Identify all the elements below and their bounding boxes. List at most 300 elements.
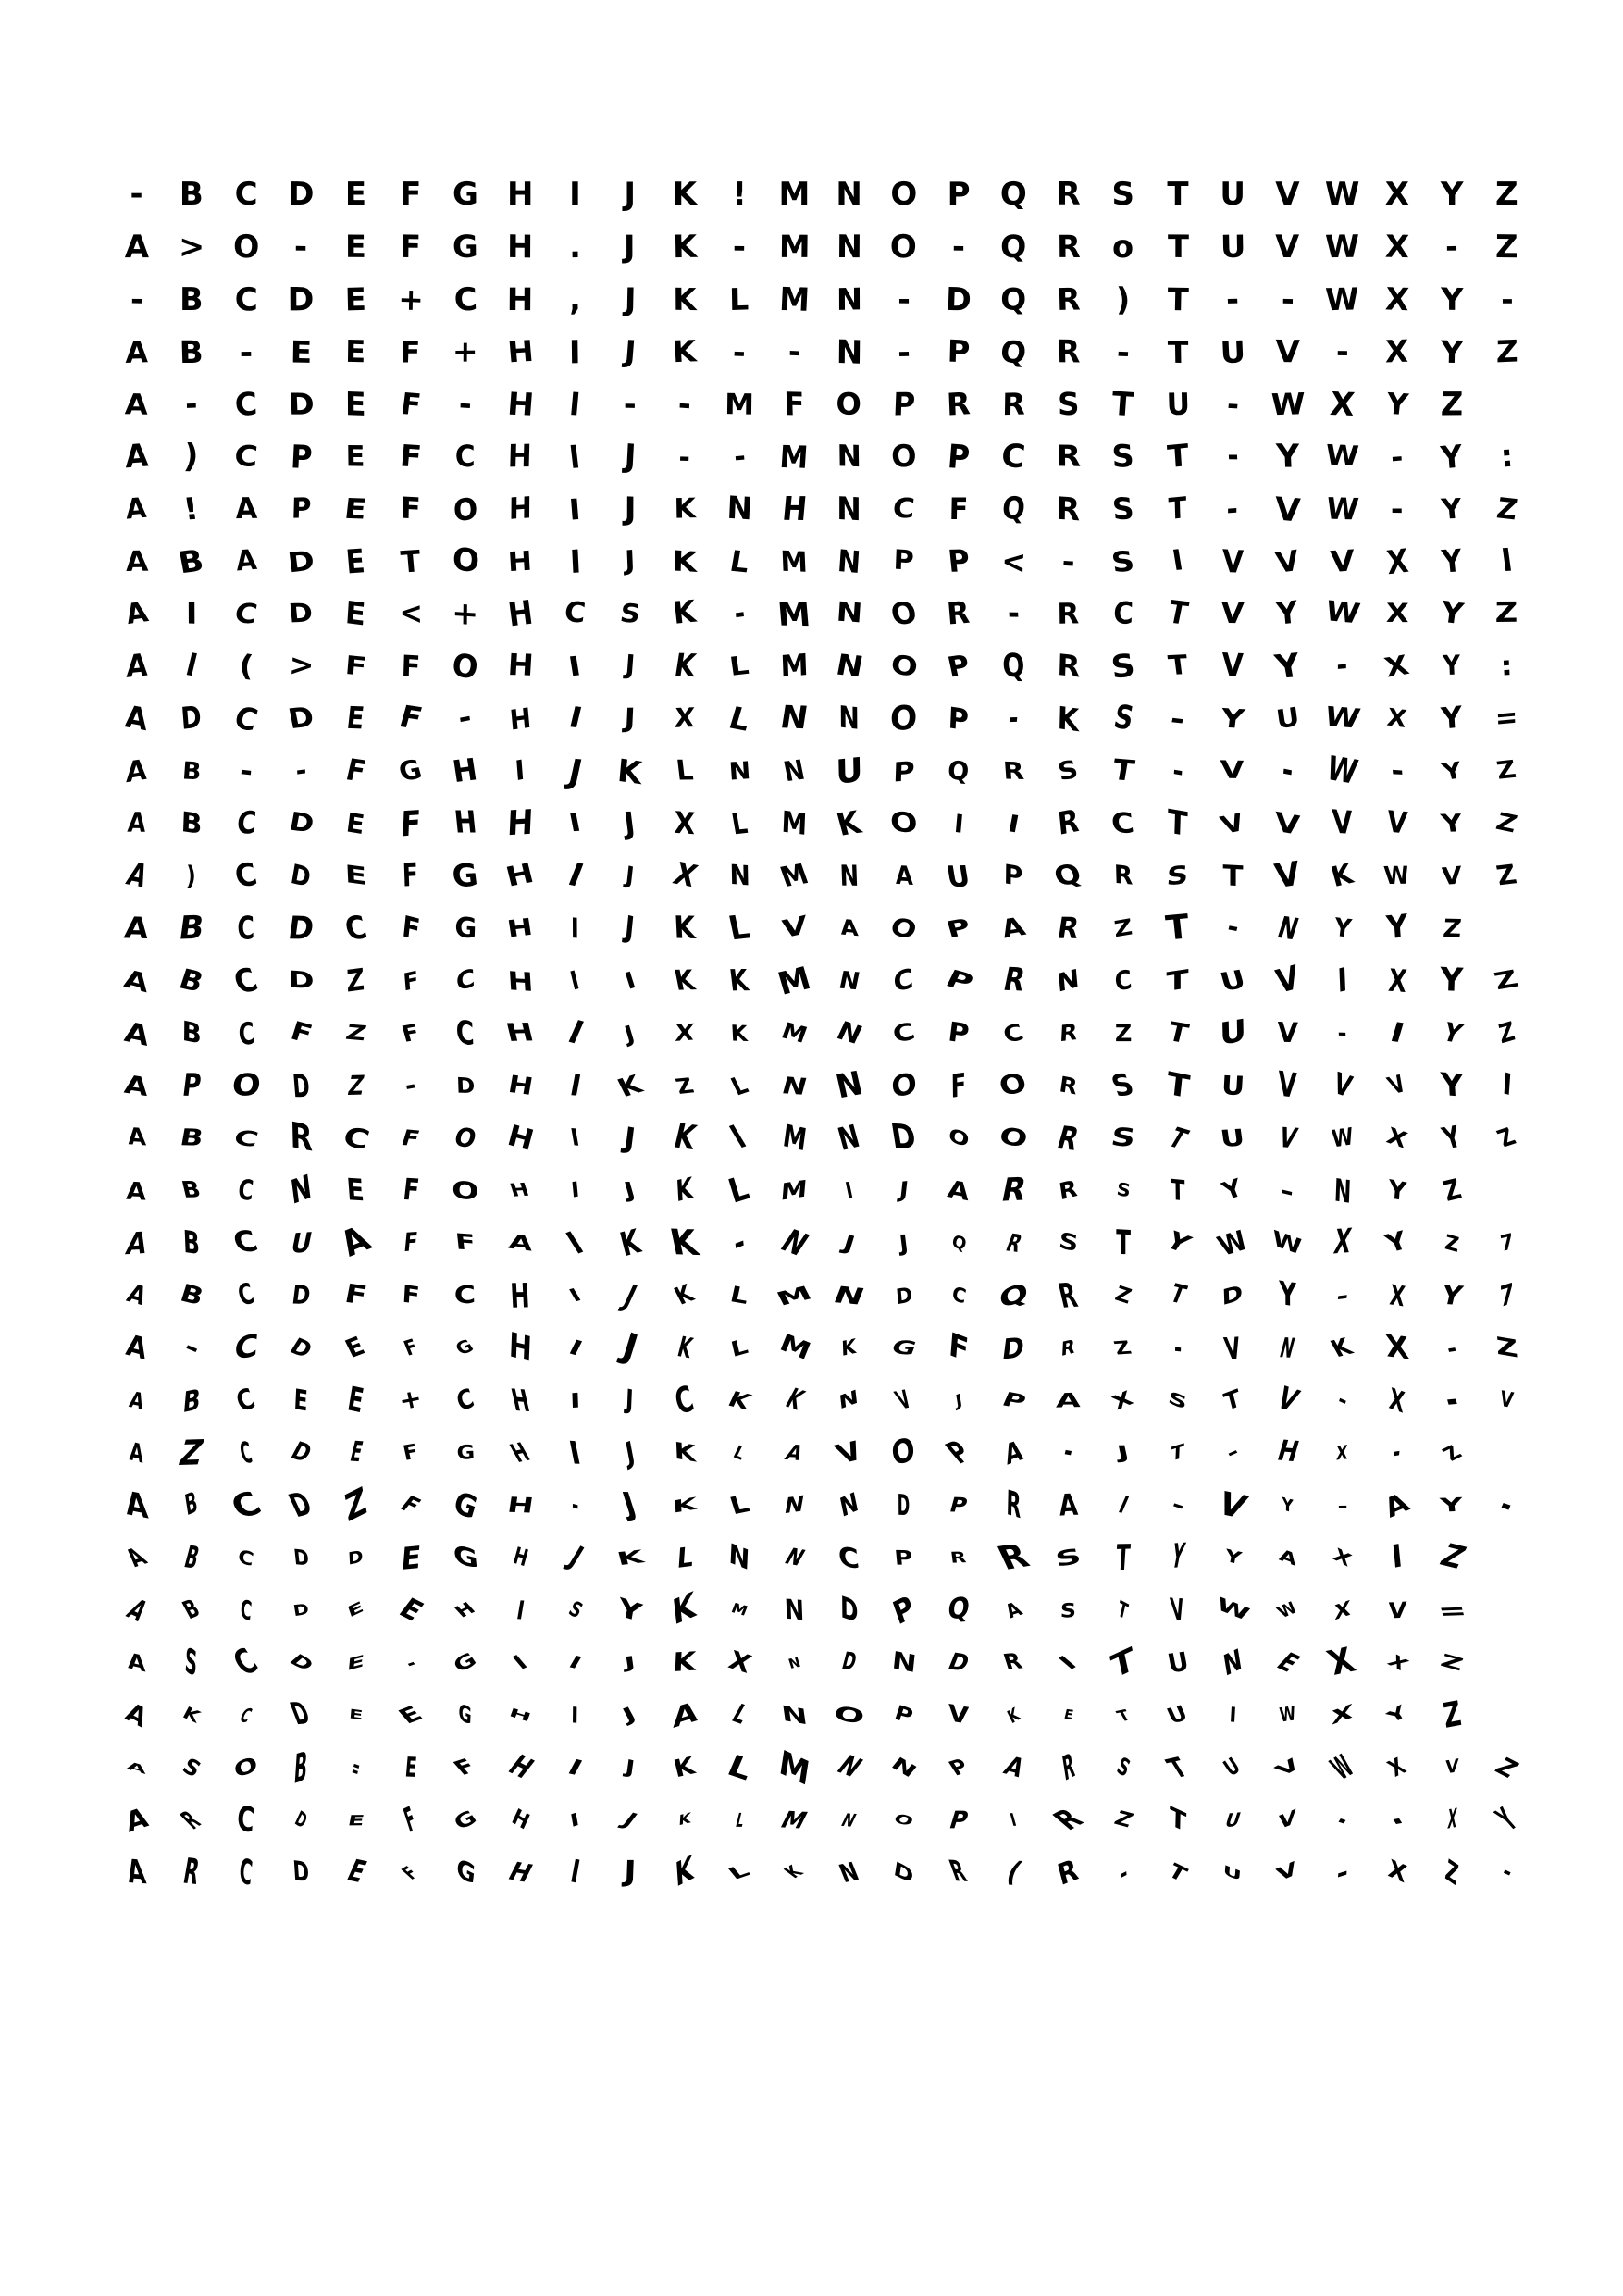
glyph-cell: I <box>568 1123 582 1152</box>
glyph-cell: - <box>1334 1280 1351 1311</box>
glyph-cell: P <box>946 437 972 478</box>
glyph-cell: O <box>452 1175 479 1207</box>
glyph-cell: L <box>674 754 695 787</box>
glyph-cell: Y <box>1489 1802 1525 1839</box>
glyph-cell: - <box>294 228 308 266</box>
glyph-cell: < <box>398 595 423 632</box>
glyph-cell: B <box>176 909 207 948</box>
glyph-cell: M <box>778 1018 812 1049</box>
glyph-cell: I <box>566 809 584 838</box>
glyph-cell: C <box>1112 963 1134 998</box>
glyph-cell: X <box>1322 1640 1361 1683</box>
glyph-cell: G <box>449 1806 482 1835</box>
glyph-cell: K <box>671 333 698 370</box>
glyph-cell: - <box>571 1489 579 1521</box>
glyph-cell: O <box>232 228 260 266</box>
glyph-cell: G <box>452 176 478 214</box>
glyph-cell: K <box>672 176 698 214</box>
glyph-cell: K <box>673 492 696 525</box>
glyph-cell: T <box>1168 490 1188 527</box>
glyph-cell: F <box>400 334 422 370</box>
glyph-cell: V <box>1272 959 1303 1002</box>
glyph-cell: K <box>673 910 697 947</box>
glyph-cell: X <box>1384 176 1410 214</box>
glyph-cell: + <box>452 594 479 634</box>
glyph-cell: J <box>953 1389 964 1411</box>
glyph-cell: A <box>122 1069 151 1102</box>
glyph-cell: J <box>618 1486 641 1524</box>
glyph-cell: V <box>1221 1330 1244 1366</box>
glyph-cell: O <box>889 806 919 840</box>
glyph-cell: - <box>1224 386 1241 423</box>
glyph-cell: Z <box>1493 1123 1521 1153</box>
glyph-cell: Z <box>1441 913 1463 944</box>
glyph-cell: Q <box>1000 229 1027 266</box>
glyph-cell: - <box>456 701 475 737</box>
glyph-cell: F <box>947 1325 971 1371</box>
glyph-cell: Y <box>1387 1173 1407 1208</box>
glyph-cell: N <box>1277 1332 1298 1364</box>
glyph-cell: E <box>346 1436 365 1469</box>
glyph-cell: S <box>1109 646 1137 687</box>
glyph-cell: A <box>126 1758 148 1778</box>
glyph-cell: B <box>177 1594 204 1626</box>
glyph-cell: J <box>623 1653 638 1673</box>
glyph-cell: P <box>946 1016 972 1050</box>
glyph-cell: W <box>1324 440 1360 473</box>
glyph-cell: T <box>1166 650 1190 682</box>
glyph-cell: B <box>292 1741 310 1793</box>
glyph-cell: F <box>400 176 422 214</box>
glyph-cell: - <box>1335 332 1349 370</box>
glyph-cell: - <box>1281 280 1295 318</box>
glyph-cell: - <box>1168 1492 1188 1520</box>
glyph-cell: X <box>1386 962 1408 999</box>
glyph-cell: T <box>1166 963 1190 998</box>
glyph-cell: M <box>774 1329 814 1367</box>
glyph-cell: - <box>1006 594 1021 633</box>
glyph-cell: E <box>348 1706 364 1724</box>
glyph-cell: N <box>836 542 862 580</box>
glyph-cell: T <box>1171 1173 1185 1208</box>
glyph-cell: - <box>1335 1855 1349 1891</box>
glyph-cell: A <box>120 1593 154 1628</box>
glyph-cell: X <box>1381 649 1413 684</box>
glyph-cell: T <box>1166 1279 1191 1311</box>
glyph-cell: J <box>621 1178 638 1204</box>
glyph-cell: H <box>780 490 809 528</box>
glyph-cell: - <box>458 386 473 423</box>
glyph-cell: = <box>1433 1595 1470 1625</box>
glyph-cell: A <box>946 1174 972 1207</box>
glyph-cell: < <box>1000 541 1027 581</box>
glyph-cell: U <box>1165 385 1191 422</box>
glyph-cell: J <box>617 1325 643 1371</box>
glyph-cell: H <box>505 334 535 370</box>
glyph-cell: H <box>505 1071 535 1101</box>
glyph-cell: E <box>344 280 367 318</box>
glyph-cell: E <box>1062 1707 1075 1723</box>
glyph-cell: B <box>176 1279 207 1312</box>
glyph-cell: D <box>290 1279 313 1310</box>
glyph-cell: ( <box>238 648 255 684</box>
glyph-cell: 7 <box>1499 1276 1515 1314</box>
glyph-cell: - <box>1444 229 1459 266</box>
glyph-cell: N <box>777 700 812 738</box>
glyph-cell: N <box>728 1537 751 1578</box>
glyph-cell: A <box>125 334 148 370</box>
glyph-cell: G <box>450 857 481 895</box>
glyph-cell: - <box>1279 1174 1295 1207</box>
glyph-cell: A <box>1000 1597 1026 1623</box>
glyph-cell: R <box>1055 439 1082 474</box>
glyph-cell: Y <box>1439 809 1465 838</box>
glyph-cell: C <box>453 1281 477 1310</box>
glyph-cell: O <box>888 649 920 684</box>
glyph-cell: E <box>344 594 367 634</box>
glyph-cell: A <box>122 596 151 631</box>
glyph-cell: Z <box>341 1479 370 1532</box>
glyph-cell: Y <box>1271 646 1304 687</box>
glyph-cell: X <box>1387 1381 1407 1421</box>
glyph-cell: F <box>398 386 423 423</box>
glyph-cell: F <box>398 1019 423 1048</box>
glyph-cell: R <box>1058 1072 1079 1100</box>
glyph-cell: J <box>623 280 637 318</box>
glyph-cell: I <box>567 438 583 476</box>
glyph-cell: I <box>1390 1538 1405 1577</box>
glyph-cell: I <box>514 1595 527 1625</box>
glyph-cell: U <box>287 1226 315 1260</box>
glyph-cell: S <box>1109 699 1136 738</box>
glyph-cell: P <box>947 176 971 214</box>
glyph-cell: - <box>1443 1333 1460 1363</box>
glyph-cell: N <box>836 490 861 528</box>
glyph-cell: W <box>1324 1748 1360 1787</box>
glyph-cell: N <box>833 648 866 684</box>
glyph-cell: P <box>947 333 971 370</box>
glyph-cell: X <box>1383 1327 1411 1368</box>
glyph-cell: W <box>1270 386 1305 423</box>
glyph-cell: N <box>1272 910 1303 947</box>
glyph-cell: S <box>1114 1178 1132 1202</box>
glyph-cell: M <box>779 648 810 685</box>
glyph-cell: O <box>890 176 918 214</box>
glyph-cell: F <box>400 1334 421 1361</box>
glyph-cell: D <box>945 280 973 318</box>
glyph-cell: - <box>897 281 911 317</box>
glyph-cell: X <box>674 1019 695 1047</box>
glyph-cell: S <box>564 1596 587 1623</box>
glyph-cell: D <box>897 1488 911 1523</box>
glyph-cell: K <box>671 594 699 632</box>
glyph-cell: X <box>1385 333 1409 370</box>
glyph-cell: T <box>1222 858 1244 894</box>
glyph-cell: D <box>286 909 316 947</box>
glyph-cell: U <box>1216 964 1249 998</box>
glyph-cell: Y <box>1218 1173 1246 1207</box>
glyph-cell: Y <box>1438 1280 1466 1311</box>
glyph-cell: E <box>345 1379 367 1421</box>
glyph-cell: T <box>1115 1595 1131 1625</box>
glyph-cell: F <box>453 1229 477 1257</box>
glyph-cell: U <box>1219 1753 1245 1782</box>
glyph-cell: W <box>1330 1123 1355 1153</box>
glyph-cell: A <box>126 807 147 839</box>
glyph-cell: F <box>398 437 424 475</box>
glyph-cell: > <box>287 649 316 683</box>
glyph-cell: A <box>894 860 913 892</box>
glyph-cell: W <box>1382 861 1412 891</box>
glyph-cell: N <box>832 1016 867 1050</box>
glyph-cell: A <box>124 228 150 266</box>
glyph-cell: R <box>1057 596 1080 631</box>
glyph-cell: R <box>1057 1175 1080 1207</box>
glyph-cell: C <box>230 1124 262 1151</box>
glyph-cell: H <box>502 858 538 894</box>
glyph-cell: H <box>502 1856 538 1889</box>
glyph-cell: H <box>508 701 533 737</box>
glyph-cell: H <box>507 1383 533 1420</box>
glyph-cell: Z <box>1438 1649 1467 1675</box>
glyph-cell: N <box>835 597 864 630</box>
glyph-cell: A <box>123 1224 151 1262</box>
glyph-cell: V <box>1385 805 1409 841</box>
glyph-cell: R <box>1060 1335 1076 1361</box>
glyph-cell: H <box>505 593 536 635</box>
glyph-cell: P <box>893 1546 914 1570</box>
glyph-cell: Z <box>1493 859 1520 893</box>
glyph-cell: X <box>1330 1544 1355 1571</box>
glyph-cell: Y <box>1222 1545 1243 1570</box>
glyph-cell: W <box>1273 1598 1302 1622</box>
glyph-cell: J <box>624 229 636 266</box>
glyph-cell: R <box>1113 860 1134 892</box>
glyph-cell: Z <box>1494 1332 1519 1364</box>
glyph-cell: Y <box>1438 595 1466 632</box>
glyph-cell: R <box>1056 490 1081 528</box>
glyph-cell: N <box>836 966 862 996</box>
glyph-cell: G <box>452 229 479 265</box>
glyph-cell: R <box>946 1855 972 1890</box>
glyph-cell: V <box>1330 1066 1356 1105</box>
glyph-cell: U <box>1220 1070 1245 1102</box>
glyph-cell: F <box>399 802 422 846</box>
glyph-cell: A <box>127 1386 147 1415</box>
glyph-cell: U <box>1163 1701 1193 1730</box>
glyph-cell: - <box>1173 1332 1183 1365</box>
glyph-cell: J <box>623 909 637 947</box>
glyph-cell: V <box>1220 756 1245 786</box>
glyph-cell: P <box>891 1701 917 1730</box>
glyph-cell: Z <box>1111 1337 1135 1359</box>
glyph-cell: R <box>997 1171 1030 1210</box>
glyph-cell: R <box>1000 1648 1026 1676</box>
glyph-cell: N <box>832 1064 866 1107</box>
glyph-cell: X <box>1387 1278 1407 1313</box>
glyph-cell: L <box>726 1698 753 1731</box>
glyph-cell: X <box>1382 1753 1411 1782</box>
glyph-cell: L <box>675 1540 694 1574</box>
glyph-cell: V <box>1271 854 1304 897</box>
glyph-cell: T <box>1166 438 1190 476</box>
glyph-cell: T <box>1167 802 1189 845</box>
glyph-cell: L <box>730 1441 750 1464</box>
glyph-cell: O <box>451 541 480 581</box>
glyph-cell: P <box>944 649 973 685</box>
glyph-cell: R <box>289 1115 313 1160</box>
glyph-cell: U <box>1221 1808 1244 1832</box>
glyph-cell: W <box>1271 1225 1304 1261</box>
glyph-cell: X <box>1385 598 1409 629</box>
glyph-cell: C <box>226 1640 266 1684</box>
glyph-cell: M <box>778 176 811 214</box>
glyph-cell: Y <box>1440 176 1464 214</box>
glyph-cell: R <box>1044 1803 1091 1837</box>
glyph-cell: V <box>1274 806 1301 842</box>
glyph-cell: C <box>339 1120 373 1156</box>
glyph-cell: T <box>1164 1858 1192 1887</box>
glyph-cell: A <box>122 911 151 946</box>
glyph-cell: M <box>779 544 809 579</box>
glyph-cell: W <box>1213 1594 1253 1626</box>
glyph-cell: N <box>836 439 862 475</box>
glyph-cell: E <box>392 1701 428 1729</box>
glyph-cell: P <box>888 1588 919 1632</box>
glyph-cell: I <box>568 1808 582 1832</box>
glyph-cell: A <box>121 1801 152 1840</box>
glyph-cell: V <box>948 1699 971 1731</box>
glyph-cell: Z <box>345 1070 366 1102</box>
glyph-cell: T <box>1162 1121 1194 1155</box>
glyph-cell: T <box>1167 333 1189 370</box>
glyph-cell: Z <box>1495 1015 1518 1050</box>
glyph-cell: T <box>1115 1222 1131 1264</box>
glyph-cell: G <box>453 911 477 946</box>
glyph-cell: T <box>1167 176 1189 214</box>
glyph-cell: T <box>1110 384 1135 425</box>
glyph-cell: J <box>624 650 637 682</box>
glyph-cell: X <box>1328 384 1357 423</box>
glyph-cell: N <box>836 281 862 317</box>
glyph-cell: I <box>568 332 582 371</box>
glyph-cell: M <box>780 1117 809 1160</box>
glyph-cell: A <box>781 1440 807 1466</box>
glyph-cell: - <box>677 385 692 424</box>
glyph-cell: R <box>1001 1228 1026 1258</box>
glyph-cell: L <box>728 805 750 841</box>
glyph-cell: R <box>1056 176 1081 214</box>
glyph-cell: J <box>625 1383 635 1417</box>
glyph-cell: W <box>1321 701 1363 736</box>
glyph-cell: D <box>180 700 204 738</box>
glyph-cell: O <box>997 1123 1031 1154</box>
glyph-cell: H <box>507 545 534 578</box>
glyph-cell: B <box>180 756 203 786</box>
glyph-cell: F <box>401 1173 421 1208</box>
glyph-cell: L <box>725 1489 752 1520</box>
glyph-cell: G <box>458 1698 473 1731</box>
glyph-cell: A <box>1379 1486 1414 1523</box>
glyph-cell: S <box>1112 1752 1134 1783</box>
glyph-cell: X <box>668 856 701 895</box>
glyph-cell: N <box>836 228 862 266</box>
glyph-cell: I <box>563 857 588 895</box>
glyph-cell: T <box>1171 1439 1185 1467</box>
glyph-cell: A <box>124 387 149 422</box>
glyph-cell: Y <box>1439 756 1465 786</box>
glyph-cell: S <box>1107 1067 1139 1104</box>
glyph-cell: D <box>284 1651 318 1675</box>
glyph-cell: O <box>996 1068 1031 1103</box>
glyph-cell: ! <box>732 176 747 214</box>
glyph-cell: Z <box>1439 1173 1465 1209</box>
glyph-cell: C <box>455 1012 476 1054</box>
glyph-cell: J <box>624 861 636 891</box>
glyph-cell: V <box>1221 542 1244 580</box>
glyph-cell: P <box>947 1494 971 1518</box>
glyph-cell: C <box>452 280 478 318</box>
glyph-cell: - <box>1118 1855 1129 1890</box>
glyph-cell: I <box>952 808 965 839</box>
glyph-cell: I <box>1501 1067 1513 1104</box>
glyph-cell: A <box>1056 1388 1081 1412</box>
glyph-cell: O <box>890 228 918 266</box>
glyph-cell: V <box>1273 543 1302 579</box>
glyph-cell: V <box>780 911 809 946</box>
glyph-cell: S <box>1109 1123 1138 1154</box>
glyph-cell: T <box>1169 1801 1187 1839</box>
glyph-cell: L <box>727 650 751 682</box>
glyph-cell: X <box>1333 1595 1351 1625</box>
glyph-cell: D <box>285 544 316 579</box>
glyph-cell: C <box>891 491 917 526</box>
glyph-cell: N <box>288 1167 314 1213</box>
glyph-cell: C <box>836 1539 861 1575</box>
glyph-cell: K <box>724 1386 755 1415</box>
glyph-cell: K <box>779 1862 809 1882</box>
glyph-cell: - <box>238 752 254 788</box>
glyph-cell: C <box>236 1704 256 1727</box>
glyph-cell: V <box>1221 647 1245 685</box>
glyph-cell: K <box>671 647 699 685</box>
glyph-cell: O <box>231 1751 261 1783</box>
glyph-cell: N <box>829 1281 869 1310</box>
glyph-cell: + <box>397 280 424 318</box>
glyph-cell: U <box>1219 333 1246 370</box>
glyph-cell: C <box>236 1799 257 1842</box>
glyph-cell: T <box>1167 280 1189 318</box>
glyph-cell: N <box>886 1753 922 1782</box>
glyph-cell: O <box>886 912 922 946</box>
glyph-cell: I <box>1008 1809 1020 1831</box>
glyph-cell: M <box>775 594 812 634</box>
glyph-cell: F <box>286 1016 316 1050</box>
glyph-cell: S <box>1053 1543 1084 1572</box>
glyph-cell: C <box>229 1224 263 1260</box>
glyph-cell: K <box>1004 1703 1023 1728</box>
glyph-cell: P <box>291 492 312 526</box>
glyph-cell: - <box>787 333 801 370</box>
glyph-cell: C <box>238 1851 255 1894</box>
glyph-cell: J <box>622 1120 638 1156</box>
glyph-cell: X <box>674 702 696 735</box>
glyph-cell: H <box>503 1118 538 1159</box>
glyph-cell: - <box>1225 280 1241 318</box>
glyph-cell: A <box>125 1853 149 1893</box>
glyph-cell: R <box>1056 803 1081 843</box>
glyph-cell: N <box>838 859 860 893</box>
